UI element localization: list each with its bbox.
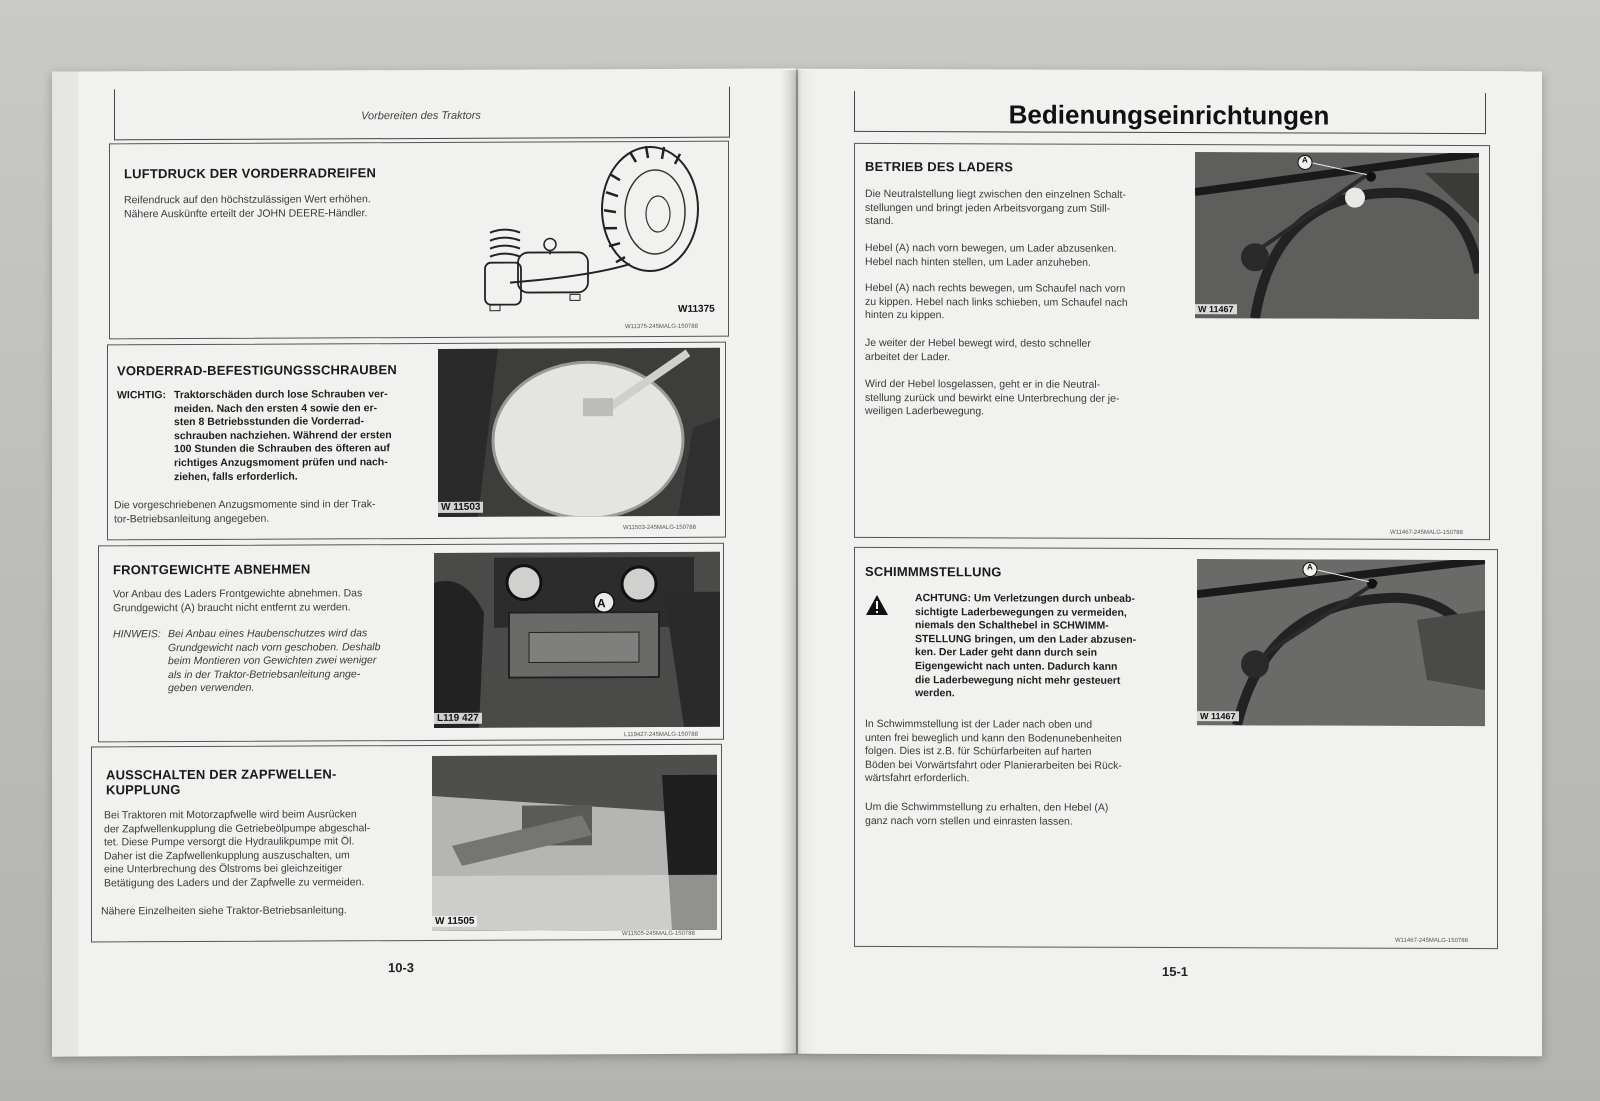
section-wheel-bolts xyxy=(107,342,726,541)
control-lever-photo xyxy=(1195,152,1479,319)
compressor-tire-drawing xyxy=(470,144,710,320)
paragraph-1: In Schwimmstellung ist der Lader nach oben und unten frei beweglich und kann den Bodenunebenheiten folgen. Dies ist z.B. für Schürfarbeiten auf harten Böden bei Vorwärtsfahrt oder Planierarbeiten bei Rück- wärtsfahrt erforderlich. xyxy=(865,717,1122,785)
warning-triangle-icon xyxy=(865,594,889,616)
section-title: SCHIMMMSTELLUNG xyxy=(865,563,1002,580)
section-text: Vor Anbau des Laders Frontgewichte abnehmen. Das Grundgewicht (A) braucht nicht entfernt zu werden. xyxy=(113,587,363,614)
paragraph-4: Je weiter der Hebel bewegt wird, desto schneller arbeitet der Lader. xyxy=(865,336,1091,363)
section-float-position xyxy=(854,547,1498,949)
paragraph-2: Hebel (A) nach vorn bewegen, um Lader abzusenken. Hebel nach hinten stellen, um Lader anzuheben. xyxy=(865,241,1117,269)
reference-code: L119427-245MALG-150788 xyxy=(624,731,698,739)
caution-text: ACHTUNG: Um Verletzungen durch unbeab- sichtigte Laderbewegungen zu vermeiden, niemals den Schalthebel in SCHWIMM- STELLUNG bringen, um den Lader abzusen- ken. Der Lader geht dann durch sein Eigengewicht nach unten. Dadurch kann die Laderbewegung nicht mehr gesteuert werden. xyxy=(915,592,1137,700)
section-title: AUSSCHALTEN DER ZAPFWELLEN- KUPPLUNG xyxy=(106,766,337,798)
important-label: WICHTIG: xyxy=(117,389,166,402)
section-title: BETRIEB DES LADERS xyxy=(865,158,1014,175)
important-text: Traktorschäden durch lose Schrauben ver- meiden. Nach den ersten 4 sowie den er- sten 8 Betriebsstunden die Vorderrad- schrauben nachziehen. Während der ersten 100 Stunden die Schrauben des öfteren auf richtiges Anzugsmoment prüfen und nach- ziehen, falls erforderlich. xyxy=(174,388,392,483)
reference-code: W11505-245MALG-150788 xyxy=(622,930,695,938)
reference-code: W11467-245MALG-150788 xyxy=(1390,529,1463,537)
page-number: 15-1 xyxy=(1162,963,1189,980)
note-text: Bei Anbau eines Haubenschutzes wird das Grundgewicht nach vorn geschoben. Deshalb beim Montieren von Gewichten zwei weniger als in der Traktor-Betriebsanleitung ange- geben verwenden. xyxy=(168,627,381,695)
paragraph-2: Um die Schwimmstellung zu erhalten, den Hebel (A) ganz nach vorn stellen und einrasten lassen. xyxy=(865,800,1109,828)
section-text: Reifendruck auf den höchstzulässigen Wert erhöhen. Nähere Auskünfte erteilt der JOHN DEERE-Händler. xyxy=(124,193,371,220)
paragraph-5: Wird der Hebel losgelassen, geht er in die Neutral- stellung zurück und bewirkt eine Unterbrechung der je- weiligen Laderbewegung. xyxy=(865,377,1120,418)
paragraph-3: Hebel (A) nach rechts bewegen, um Schaufel nach vorn zu kippen. Hebel nach links schieben, um Schaufel nach hinten zu kippen. xyxy=(865,281,1128,322)
section-title: LUFTDRUCK DER VORDERRADREIFEN xyxy=(124,165,377,182)
reference-code: W11503-245MALG-150788 xyxy=(623,524,696,532)
running-header: Vorbereiten des Traktors xyxy=(361,109,481,123)
tractor-front-photo xyxy=(434,552,720,728)
figure-id: W 11467 xyxy=(1195,304,1237,314)
section-text: Die vorgeschriebenen Anzugsmomente sind in der Trak- tor-Betriebsanleitung angegeben. xyxy=(114,498,376,525)
section-title: FRONTGEWICHTE ABNEHMEN xyxy=(113,561,311,578)
reference-code: W11375-245MALG-150788 xyxy=(625,323,698,331)
callout-a: A xyxy=(597,596,606,611)
page-number: 10-3 xyxy=(388,960,415,976)
wheel-hub-photo xyxy=(438,348,720,517)
figure-id: W 11503 xyxy=(438,502,483,513)
section-pto-clutch xyxy=(91,744,722,943)
section-front-weights xyxy=(98,543,724,743)
paragraph-1: Die Neutralstellung liegt zwischen den einzelnen Schalt- stellungen und bringt jeden Arbeitsvorgang zum Still- stand. xyxy=(865,187,1126,228)
figure-id: W 11505 xyxy=(432,916,477,927)
left-page xyxy=(52,68,796,1056)
note-label: HINWEIS: xyxy=(113,628,161,641)
section-text-2: Nähere Einzelheiten siehe Traktor-Betriebsanleitung. xyxy=(101,904,347,918)
section-tire-pressure xyxy=(109,141,729,340)
pto-clutch-photo xyxy=(432,755,717,931)
right-page xyxy=(798,69,1542,1057)
figure-id: W11375 xyxy=(678,303,715,315)
figure-id: L119 427 xyxy=(434,713,482,724)
section-text: Bei Traktoren mit Motorzapfwelle wird beim Ausrücken der Zapfwellenkupplung die Getriebeölpumpe abgeschal- tet. Diese Pumpe versorgt die Hydraulikpumpe mit Öl. Daher ist die Zapfwellenkupplung auszuschalten, um eine Unterbrechung des Ölstroms bei gleichzeitiger Betätigung des Laders und der Zapfwelle zu vermeiden. xyxy=(104,808,371,890)
section-loader-operation xyxy=(854,143,1490,540)
book-gutter xyxy=(780,70,816,1055)
section-title: VORDERRAD-BEFESTIGUNGSSCHRAUBEN xyxy=(117,362,397,379)
callout-a: A xyxy=(1302,155,1308,165)
figure-id: W 11467 xyxy=(1197,711,1239,721)
reference-code: W11467-245MALG-150788 xyxy=(1395,937,1468,945)
callout-a: A xyxy=(1307,562,1313,572)
page-title: Bedienungseinrichtungen xyxy=(1008,99,1330,131)
control-lever-photo xyxy=(1197,559,1485,726)
open-manual xyxy=(52,62,1542,1057)
